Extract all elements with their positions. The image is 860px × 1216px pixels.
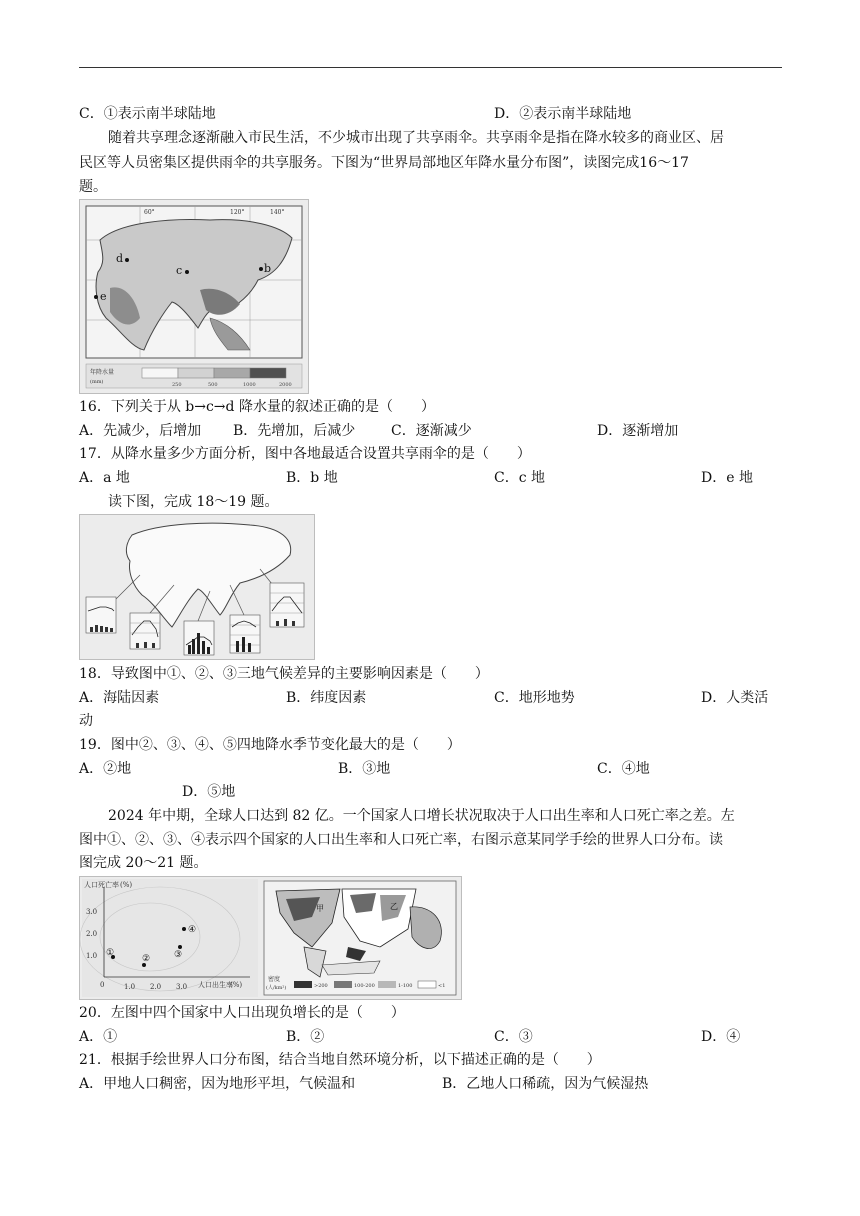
map-point-d: d [116, 252, 124, 265]
q19-option-d: D．⑤地 [182, 784, 236, 800]
y-tick-1: 1.0 [86, 952, 98, 960]
lon-label-140: 140° [270, 209, 285, 216]
q20-option-d: D．④ [701, 1029, 741, 1045]
q21-stem: 21．根据手绘世界人口分布图，结合当地自然环境分析，以下描述正确的是（ ） [79, 1052, 601, 1068]
q16-stem: 16．下列关于从 b→c→d 降水量的叙述正确的是（ ） [79, 399, 435, 415]
hand-drawn-population-map [264, 881, 456, 995]
q19-option-b: B．③地 [338, 761, 391, 777]
birth-death-rate-chart [80, 879, 258, 997]
q20-stem: 20．左图中四个国家中人口出现负增长的是（ ） [79, 1005, 405, 1021]
x-tick-0: 0 [100, 981, 105, 989]
intro-16-17-line-1: 随着共享理念逐渐融入市民生活，不少城市出现了共享雨伞。共享雨伞是指在降水较多的商业区、居 [108, 130, 724, 146]
q16-option-c: C．逐渐减少 [391, 423, 472, 439]
q18-option-d-continued: 动 [79, 713, 93, 729]
x-tick-2: 2.0 [150, 983, 162, 991]
y-axis-unit: (%) [120, 881, 133, 889]
q16-option-d: D．逐渐增加 [597, 423, 679, 439]
population-figures [79, 876, 462, 1000]
q19-option-c: C．④地 [597, 761, 650, 777]
map-point-e: e [100, 290, 107, 303]
y-tick-3: 3.0 [86, 908, 98, 916]
x-tick-3: 3.0 [176, 983, 188, 991]
q20-option-c: C．③ [494, 1029, 533, 1045]
q20-option-a: A．① [79, 1029, 118, 1045]
pop-legend-unit: (人/km²) [266, 985, 287, 991]
q18-option-d: D．人类活 [701, 690, 769, 706]
pop-legend-item-4: <1 [438, 983, 446, 989]
y-tick-2: 2.0 [86, 930, 98, 938]
q17-option-a: A．a 地 [79, 470, 130, 486]
lon-label-60: 60° [144, 209, 155, 216]
intro-16-17-line-3: 题。 [79, 179, 107, 195]
map1-legend-tick-2000: 2000 [279, 382, 292, 388]
map-label-jia: 甲 [316, 904, 324, 913]
x-tick-1: 1.0 [124, 983, 136, 991]
intro-20-21-line-3: 图完成 20～21 题。 [79, 855, 208, 871]
q17-stem: 17．从降水量多少方面分析，图中各地最适合设置共享雨伞的是（ ） [79, 446, 531, 462]
map1-legend-tick-250: 250 [172, 382, 182, 388]
intro-20-21-line-2: 图中①、②、③、④表示四个国家的人口出生率和人口死亡率，右图示意某同学手绘的世界人口分布。读 [79, 832, 723, 848]
map-point-c: c [176, 264, 183, 277]
pop-legend-item-3: 1-100 [398, 983, 413, 989]
climograph-5 [270, 583, 304, 627]
q19-option-a: A．②地 [79, 761, 132, 777]
q18-stem: 18．导致图中①、②、③三地气候差异的主要影响因素是（ ） [79, 666, 489, 682]
q18-option-a: A．海陆因素 [79, 690, 160, 706]
pop-legend-item-2: 100-200 [354, 983, 375, 989]
q17-option-b: B．b 地 [286, 470, 338, 486]
pop-legend-title: 密度 [268, 976, 281, 983]
climate-chart-figure [79, 514, 315, 660]
map1-legend-tick-500: 500 [208, 382, 218, 388]
q16-option-a: A．先减少，后增加 [79, 423, 202, 439]
header-rule [79, 67, 782, 68]
q17-option-c: C．c 地 [494, 470, 546, 486]
q18-option-c: C．地形地势 [494, 690, 575, 706]
point-1: ① [106, 948, 115, 958]
point-3: ③ [174, 950, 183, 960]
q15-option-c: C．①表示南半球陆地 [79, 106, 216, 122]
point-2: ② [142, 954, 151, 964]
point-4: ④ [188, 925, 197, 935]
q21-option-a: A．甲地人口稠密，因为地形平坦，气候温和 [79, 1076, 356, 1092]
q18-option-b: B．纬度因素 [286, 690, 367, 706]
map1-legend-unit: (mm) [90, 379, 104, 385]
intro-20-21-line-1: 2024 年中期，全球人口达到 82 亿。一个国家人口增长状况取决于人口出生率和人口死亡率之差。左 [108, 808, 735, 824]
y-axis-label: 人口死亡率 [84, 881, 119, 889]
pop-legend-item-1: >200 [314, 983, 328, 989]
map-label-yi: 乙 [390, 902, 398, 911]
climograph-3 [184, 621, 214, 655]
climograph-2 [130, 613, 160, 649]
q20-option-b: B．② [286, 1029, 325, 1045]
map1-legend-tick-1000: 1000 [243, 382, 256, 388]
intro-18-19: 读下图，完成 18～19 题。 [108, 494, 279, 510]
intro-16-17-line-2: 民区等人员密集区提供雨伞的共享服务。下图为“世界局部地区年降水量分布图”，读图完成16～17 [79, 155, 689, 171]
map-point-b: b [264, 262, 272, 275]
q17-option-d: D．e 地 [701, 470, 753, 486]
lon-label-120: 120° [230, 209, 245, 216]
climograph-4 [230, 615, 260, 653]
q15-option-d: D．②表示南半球陆地 [494, 106, 632, 122]
x-axis-label: 人口出生率 [198, 981, 233, 989]
q19-stem: 19．图中②、③、④、⑤四地降水季节变化最大的是（ ） [79, 737, 461, 753]
map1-legend-title: 年降水量 [90, 369, 115, 376]
climograph-1 [86, 597, 116, 633]
q16-option-b: B．先增加，后减少 [233, 423, 356, 439]
precipitation-map-figure [79, 199, 309, 394]
x-axis-unit: (%) [230, 981, 243, 989]
q21-option-b: B．乙地人口稀疏，因为气候湿热 [442, 1076, 649, 1092]
